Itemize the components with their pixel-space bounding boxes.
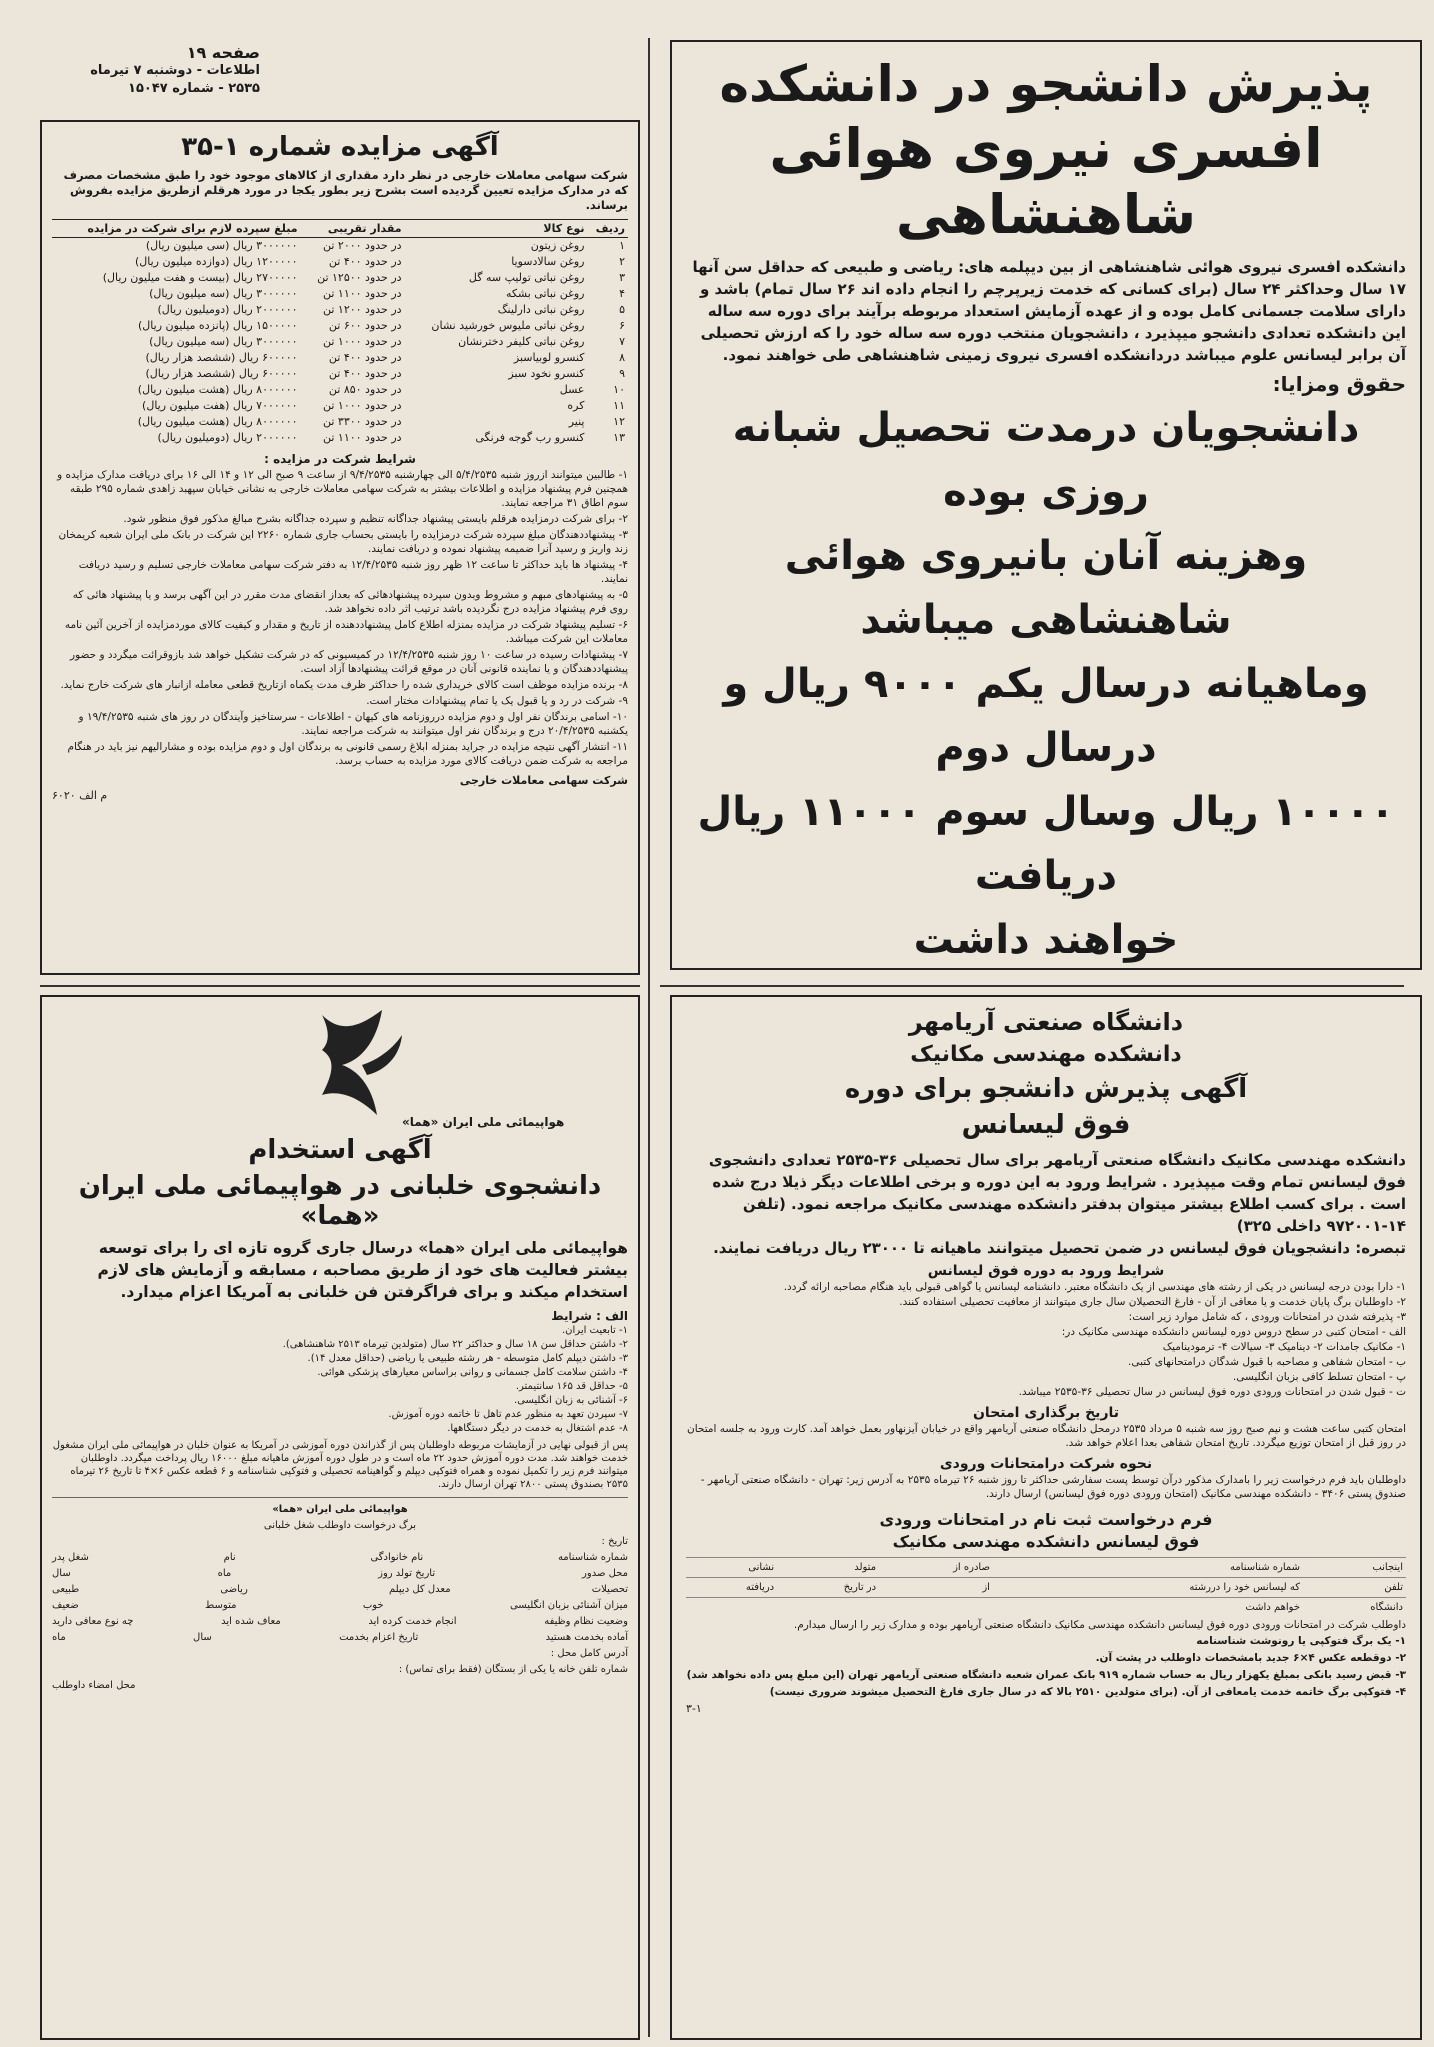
homa-form-title: هواپیمائی ملی ایران «هما»: [272, 1504, 408, 1515]
form-field-label: میزان آشنائی بزبان انگلیسی: [509, 1600, 628, 1611]
benefits-title: حقوق ومزایا:: [1272, 372, 1406, 396]
form-field-label: سال: [52, 1568, 71, 1579]
auction-signature: شرکت سهامی معاملات خارجی: [459, 774, 628, 787]
form-field-label: اینجانب: [1303, 1558, 1406, 1578]
airforce-ad: [670, 40, 1422, 970]
aryamehr-request: داوطلب شرکت در امتحانات ورودی دوره فوق لیسانس دانشکده مهندسی مکانیک دانشگاه صنعتی آریامهر بوده و مدارک زیر را ارسال میدارم.: [793, 1619, 1406, 1631]
table-cell: در حدود ۱۲۰۰ تن: [322, 303, 402, 316]
table-cell: ۳۰۰۰۰۰۰ ریال (سه میلیون ریال): [149, 287, 298, 300]
list-item: الف - امتحان کتبی در سطح دروس دوره لیسانس دانشکده مهندسی مکانیک در:: [1061, 1326, 1406, 1338]
list-item: ۳- داشتن دیپلم کامل متوسطه - هر رشته طبیعی یا ریاضی (حداقل معدل ۱۴).: [307, 1353, 628, 1364]
table-cell: در حدود ۱۱۰۰ تن: [322, 431, 402, 444]
form-field-label: معدل کل دیپلم: [388, 1584, 451, 1595]
form-row: [686, 1598, 1406, 1618]
homa-form-date: تاریخ :: [601, 1536, 628, 1547]
table-cell: ۱۲۰۰۰۰۰ ریال (دوازده میلیون ریال): [134, 255, 298, 268]
big-line-5: خواهند داشت: [913, 917, 1179, 963]
table-cell: کنسرو نخود سبز: [508, 367, 585, 380]
conditions-title: شرایط شرکت در مزایده :: [264, 452, 416, 466]
form-field-label: نام خانوادگی: [370, 1552, 424, 1563]
table-cell: ۷۰۰۰۰۰۰ ریال (هفت میلیون ریال): [142, 399, 298, 412]
homa-conditions: [52, 1324, 628, 1435]
form-row: [52, 1630, 628, 1646]
airforce-title-2: افسری نیروی هوائی شاهنشاهی: [769, 117, 1323, 246]
homa-ad-title: آگهی استخدام: [248, 1135, 432, 1165]
aryamehr-title: آگهی پذیرش دانشجو برای دوره: [844, 1074, 1248, 1104]
homa-headline: دانشجوی خلبانی در هواپیمائی ملی ایران «هما»: [78, 1171, 602, 1231]
table-cell: ۸۰۰۰۰۰۰ ریال (هشت میلیون ریال): [137, 383, 298, 396]
form-row: [52, 1614, 628, 1630]
form-field-label: نشانی: [686, 1558, 777, 1578]
table-cell: روغن زیتون: [530, 239, 585, 252]
form-field-label: نام: [223, 1552, 236, 1563]
table-cell: ۲: [619, 255, 625, 268]
table-cell: در حدود ۶۰۰ تن: [328, 319, 402, 332]
form-field-label: شماره شناسنامه: [557, 1552, 628, 1563]
conditions-list: [52, 468, 628, 768]
big-line-1: دانشجویان درمدت تحصیل شبانه روزی بوده: [732, 405, 1360, 515]
airforce-title-1: پذیرش دانشجو در دانشکده: [719, 55, 1373, 113]
homa-section-a: الف : شرایط: [551, 1309, 628, 1323]
form-field-label: تلفن: [1303, 1578, 1406, 1598]
table-cell: در حدود ۲۰۰۰ تن: [322, 239, 402, 252]
table-row: [52, 430, 628, 446]
form-row: [52, 1566, 628, 1582]
condition-item: ۳- پیشنهاددهندگان مبلغ سپرده شرکت درمزایده را بایستی بحساب جاری شماره ۲۲۶۰ این شرکت در بانک ملی ایران شعبه کریمخان زند واریز و رسید آنرا ضمیمه پیشنهاد نموده و دریافت نمایند.: [58, 529, 628, 555]
table-row: [52, 238, 628, 255]
table-row: [52, 270, 628, 286]
table-cell: ۶: [619, 319, 625, 332]
row-divider-right: [660, 985, 1404, 987]
table-cell: کره: [567, 399, 585, 412]
big-line-3: وماهیانه درسال یکم ۹۰۰۰ ریال و درسال دوم: [723, 661, 1369, 771]
aryamehr-note: تبصره: دانشجویان فوق لیسانس در ضمن تحصیل میتوانند ماهیانه تا ۲۳۰۰۰ ریال دریافت نمایند.: [713, 1239, 1406, 1257]
form-field-label: آماده بخدمت هستید: [545, 1632, 628, 1643]
list-item: ۲- دوقطعه عکس ۴×۶ جدید بامشخصات داوطلب در پشت آن.: [1095, 1652, 1406, 1664]
table-cell: در حدود ۴۰۰ تن: [328, 255, 402, 268]
list-item: ۴- داشتن سلامت کامل جسمانی و روانی براساس معیارهای پزشکی هوائی.: [317, 1367, 628, 1378]
table-cell: ۸: [619, 351, 625, 364]
aryamehr-form-title-1: فرم درخواست ثبت نام در امتحانات ورودی: [879, 1510, 1213, 1529]
form-field-label: متوسط: [205, 1600, 237, 1611]
aryamehr-form-table: [686, 1557, 1406, 1617]
form-field-label: محل صدور: [582, 1568, 628, 1579]
table-cell: ۶۰۰۰۰۰ ریال (ششصد هزار ریال): [145, 367, 298, 380]
aryamehr-docs: [686, 1634, 1406, 1700]
table-cell: ۷: [619, 335, 625, 348]
table-row: [52, 334, 628, 350]
header-date: اطلاعات - دوشنبه ۷ تیرماه: [90, 63, 260, 78]
auction-code: م الف ۶۰۲۰: [52, 789, 108, 802]
table-cell: در حدود ۳۳۰۰ تن: [322, 415, 402, 428]
condition-item: ۴- پیشنهاد ها باید حداکثر تا ساعت ۱۲ ظهر روز شنبه ۱۲/۴/۲۵۳۵ به دفتر شرکت سهامی معاملات خارجی تسلیم و رسید دریافت نمایند.: [78, 559, 628, 585]
list-item: ۱- مکانیک جامدات ۲- دینامیک ۳- سیالات ۴- ترمودینامیک: [1162, 1341, 1406, 1353]
homa-address: آدرس کامل محل :: [550, 1648, 628, 1659]
table-cell: در حدود ۸۵۰ تن: [328, 383, 402, 396]
form-field-label: ماه: [52, 1632, 66, 1643]
table-cell: ۳۰۰۰۰۰۰ ریال (سی میلیون ریال): [145, 239, 298, 252]
table-cell: ۱۵۰۰۰۰۰ ریال (پانزده میلیون ریال): [138, 319, 298, 332]
table-cell: ۳۰۰۰۰۰۰ ریال (سه میلیون ریال): [149, 335, 298, 348]
form-field-label: از: [879, 1578, 993, 1598]
aryamehr-sec3: نحوه شرکت درامتحانات ورودی: [939, 1456, 1153, 1472]
form-row: [686, 1578, 1406, 1598]
form-field-label: طبیعی: [52, 1584, 80, 1595]
homa-lead: هواپیمائی ملی ایران «هما» درسال جاری گروه تازه ای را برای توسعه بیشتر فعالیت های خود از طریق مصاحبه ، مسابقه و آزمایش های لازم استخدام میکند و برای فراگرفتن فن خلبانی به آمریکا اعزام میدارد.: [97, 1239, 628, 1301]
homa-phone: شماره تلفن خانه یا یکی از بستگان (فقط برای تماس) :: [398, 1664, 628, 1675]
column-divider: [648, 38, 650, 2037]
goods-header-row: [52, 220, 628, 238]
table-cell: روغن نباتی دارلینگ: [497, 303, 585, 316]
condition-item: ۱۱- انتشار آگهی نتیجه مزایده در جراید بمنزله ابلاغ رسمی قانونی به برندگان اول و دوم مزایده بوده و مشارالیهم نیز باید در هنگام مراجعه به شرکت ضمن دریافت کالای مورد مزایده به حساب برسد.: [67, 741, 628, 767]
form-field-label: دریافته: [686, 1578, 777, 1598]
table-cell: ۱: [619, 239, 625, 252]
list-item: ۸- عدم اشتغال به خدمت در دیگر دستگاهها.: [447, 1423, 628, 1434]
form-field-label: تحصیلات: [591, 1584, 628, 1595]
table-row: [52, 302, 628, 318]
list-item: ۷- سپردن تعهد به منظور عدم تاهل تا خاتمه دوره آموزش.: [388, 1409, 628, 1420]
table-cell: کنسرو رب گوجه فرنگی: [475, 431, 585, 444]
condition-item: ۱- طالبین میتوانند ازروز شنبه ۵/۴/۲۵۳۵ الی چهارشنبه ۹/۴/۲۵۳۵ از ساعت ۹ صبح الی ۱۲ و ۱۴ الی ۱۶ برای دریافت مدارک مزایده و همچنین فرم پیشنهاد مزایده و اطلاعات بیشتر به شرکت سهامی معاملات خارجی به نشانی خیابان سپهبد زاهدی شماره ۲۹۵ طبقه سوم اطاق ۳۱ مراجعه نمایند.: [57, 469, 628, 509]
col-deposit: مبلغ سپرده لازم برای شرکت در مزایده: [52, 220, 301, 238]
page-number: صفحه ۱۹: [186, 43, 260, 62]
form-row: [52, 1582, 628, 1598]
table-cell: ۱۱: [613, 399, 625, 412]
table-row: [52, 318, 628, 334]
table-cell: ۱۰: [613, 383, 625, 396]
table-cell: در حدود ۴۰۰ تن: [328, 367, 402, 380]
table-cell: کنسرو لوبیاسبز: [513, 351, 585, 364]
list-item: ب - امتحان شفاهی و مصاحبه با قبول شدگان درامتحانهای کتبی.: [1128, 1356, 1406, 1368]
aryamehr-title-2: فوق لیسانس: [961, 1110, 1131, 1140]
list-item: ۵- حداقل قد ۱۶۵ سانتیمتر.: [515, 1381, 628, 1392]
table-cell: ۹: [619, 367, 625, 380]
row-divider-left: [40, 985, 640, 987]
form-field-label: وضعیت نظام وظیفه: [544, 1616, 628, 1627]
aryamehr-form-title: [686, 1509, 1406, 1553]
table-row: [52, 398, 628, 414]
table-cell: ۳: [619, 271, 625, 284]
table-cell: در حدود ۱۲۵۰۰ تن: [317, 271, 402, 284]
form-field-label: ماه: [217, 1568, 232, 1579]
condition-item: ۲- برای شرکت درمزایده هرقلم بایستی پیشنهاد جداگانه تنظیم و سپرده جداگانه بشرح مبالغ مذکور فوق منظور شود.: [123, 513, 628, 525]
form-field-label: تاریخ تولد روز: [378, 1568, 436, 1579]
list-item: ۳- پذیرفته شدن در امتحانات ورودی ، که شامل موارد زیر است:: [1128, 1311, 1406, 1323]
aryamehr-text3: داوطلبان باید فرم درخواست زیر را بامدارک مذکور درآن توسط پست سفارشی حداکثر تا روز شنبه ۲۶ تیرماه ۲۵۳۵ به آدرس زیر: تهران - دانشگاه صنعتی آریامهر - صندوق پستی ۳۴۰۶ - دانشکده مهندسی مکانیک (امتحان ورودی دوره فوق لیسانس) ارسال دارند.: [700, 1474, 1406, 1500]
aryamehr-faculty: دانشکده مهندسی مکانیک: [910, 1042, 1182, 1067]
form-row: [686, 1558, 1406, 1578]
form-field-label: خواهم داشت: [993, 1598, 1303, 1618]
form-field-label: چه نوع معافی دارید: [52, 1616, 134, 1627]
aryamehr-ad: [670, 995, 1422, 2040]
list-item: ۲- داشتن حداقل سن ۱۸ سال و حداکثر ۲۲ سال (متولدین تیرماه ۲۵۱۳ شاهنشاهی).: [282, 1339, 628, 1350]
table-cell: ۴: [619, 287, 625, 300]
table-cell: روغن نباتی بشکه: [505, 287, 585, 300]
table-row: [52, 414, 628, 430]
aryamehr-sec2: تاریخ برگذاری امتحان: [972, 1405, 1120, 1421]
form-row: [52, 1550, 628, 1566]
condition-item: ۷- پیشنهادات رسیده در ساعت ۱۰ روز شنبه ۱۲/۴/۲۵۳۵ در کمیسیونی که در شرکت تشکیل خواهد شد بازوقرائت میگردد و حضور پیشنهاددهندگان و یا نماینده قانونی آنان در موقع قرائت پیشنهادها آزاد است.: [70, 649, 628, 675]
form-field-label: که لیسانس خود را دررشته: [993, 1578, 1303, 1598]
form-field-label: خوب: [362, 1600, 384, 1611]
goods-table: [52, 219, 628, 446]
aryamehr-text2: امتحان کتبی ساعت هشت و نیم صبح روز سه شنبه ۵ مرداد ۲۵۳۵ درمحل دانشگاه صنعتی آریامهر واقع در خیابان آیزنهاور بعمل خواهد آمد. کارت ورود به جلسه امتحان در روز قبل از امتحان توزیع میگردد. تاریخ امتحان شفاهی بعدا اعلام خواهد شد.: [687, 1423, 1406, 1449]
aryamehr-conditions: [686, 1280, 1406, 1399]
aryamehr-sec1: شرایط ورود به دوره فوق لیسانس: [927, 1263, 1165, 1279]
table-cell: روغن نباتی ملیوس خورشید نشان: [431, 319, 585, 332]
form-field-label: [777, 1598, 879, 1618]
table-cell: روغن سالادسویا: [511, 255, 585, 268]
table-cell: ۲۷۰۰۰۰۰ ریال (بیست و هفت میلیون ریال): [102, 271, 298, 284]
homa-ad: [40, 995, 640, 2040]
form-field-label: معاف شده اید: [221, 1616, 281, 1627]
list-item: ۳- قبض رسید بانکی بمبلغ یکهزار ریال به حساب شماره ۹۱۹ بانک عمران شعبه دانشگاه صنعتی آریامهر تهران (این مبلغ پس داده نخواهد شد): [686, 1669, 1406, 1681]
homa-para: پس از قبولی نهایی در آزمایشات مربوطه داوطلبان پس از گذراندن دوره آموزشی در آمریکا به عنوان خلبان در هواپیمائی ملی ایران مشغول خدمت خواهند شد. مدت دوره آموزش حدود ۲۲ ماه است و در طول دوره آموزش ماهیانه مبلغ ۱۶۰۰۰ ریال پرداخت میگردد. داوطلبان میتوانند فرم زیر را تکمیل نموده و همراه فتوکپی دیپلم و گواهینامه تحصیلی و فتوکپی شناسنامه و ۶ قطعه عکس ۶×۴ تا تاریخ ۲۶ تیرماه ۲۵۳۵ بصندوق پستی ۲۸۰۰ تهران ارسال دارند.: [52, 1440, 628, 1490]
condition-item: ۶- تسلیم پیشنهاد شرکت در مزایده بمنزله اطلاع کامل پیشنهاددهنده از تاریخ و مقدار و کیفیت کالای موردمزایده از آخرین آئین نامه معاملات این شرکت میباشد.: [64, 619, 628, 645]
table-cell: ۲۰۰۰۰۰۰ ریال (دومیلیون ریال): [157, 431, 298, 444]
table-row: [52, 286, 628, 302]
table-row: [52, 382, 628, 398]
form-field-label: ریاضی: [220, 1584, 248, 1595]
list-item: ت - قبول شدن در امتحانات ورودی دوره فوق لیسانس در سال تحصیلی ۳۶-۲۵۳۵ میباشد.: [1018, 1386, 1406, 1398]
list-item: پ - امتحان تسلط کافی بزبان انگلیسی.: [1232, 1371, 1406, 1383]
form-row: [52, 1598, 628, 1614]
auction-intro: شرکت سهامی معاملات خارجی در نظر دارد مقداری از کالاهای موجود خود را طبق مشخصات مصرف که در مدارک مزایده تعیین گردیده است بشرح زیر بطور یکجا در مورد هرقلم ازطریق مزایده بفروش برساند.: [63, 168, 628, 212]
col-qty: مقدار تقریبی: [301, 220, 405, 238]
list-item: ۱- تابعیت ایران.: [562, 1325, 628, 1336]
table-cell: ۲۰۰۰۰۰۰ ریال (دومیلیون ریال): [157, 303, 298, 316]
table-cell: در حدود ۴۰۰ تن: [328, 351, 402, 364]
aryamehr-form-title-2: فوق لیسانس دانشکده مهندسی مکانیک: [892, 1532, 1200, 1551]
form-field-label: سال: [193, 1632, 212, 1643]
form-field-label: دانشگاه: [1303, 1598, 1406, 1618]
table-row: [52, 366, 628, 382]
list-item: ۱- دارا بودن درجه لیسانس در یکی از رشته های مهندسی از یک دانشگاه معتبر. دانشنامه لیسانس یا گواهی قبولی باید هنگام مصاحبه ارائه گردد.: [783, 1281, 1406, 1293]
table-cell: ۵: [619, 303, 625, 316]
aryamehr-university: دانشگاه صنعتی آریامهر: [908, 1008, 1184, 1036]
table-cell: در حدود ۱۰۰۰ تن: [322, 399, 402, 412]
page-header: [60, 44, 260, 98]
list-item: ۶- آشنائی به زبان انگلیسی.: [513, 1395, 628, 1406]
table-cell: ۸۰۰۰۰۰۰ ریال (هشت میلیون ریال): [137, 415, 298, 428]
aryamehr-intro: دانشکده مهندسی مکانیک دانشگاه صنعتی آریامهر برای سال تحصیلی ۳۶-۲۵۳۵ تعدادی دانشجوی فوق لیسانس تمام وقت میپذیرد . شرایط ورود به این دوره و برخی اطلاعات دیگر ذیلا درج شده است . برای کسب اطلاع بیشتر میتوان بدفتر دانشکده مهندسی مکانیک مراجعه نمود. (تلفن ۱۴-۹۷۲۰۰۱ داخلی ۳۲۵): [708, 1151, 1406, 1235]
form-field-label: تاریخ اعزام بخدمت: [339, 1632, 419, 1643]
table-cell: ۱۲: [613, 415, 625, 428]
auction-title: آگهی مزایده شماره ۱-۳۵: [181, 132, 499, 162]
header-issue: ۲۵۳۵ - شماره ۱۵۰۴۷: [128, 81, 260, 96]
condition-item: ۱۰- اسامی برندگان نفر اول و دوم مزایده درروزنامه های کیهان - اطلاعات - سرستاخیز وآیندگان در روز های شنبه ۱۹/۴/۲۵۳۵ و یکشنبه ۲۰/۴/۲۵۳۵ درج و برندگان نفر اول میتوانند به شرکت مراجعه نمایند.: [78, 711, 628, 737]
aryamehr-ref: ۳-۱: [686, 1702, 702, 1715]
goods-body: [52, 238, 628, 447]
table-cell: روغن نباتی تولیپ سه گل: [468, 271, 585, 284]
homa-logo-area: [52, 1005, 628, 1135]
form-field-label: شماره شناسنامه: [993, 1558, 1303, 1578]
col-item: نوع کالا: [405, 220, 588, 238]
table-cell: در حدود ۱۰۰۰ تن: [322, 335, 402, 348]
airforce-intro: دانشکده افسری نیروی هوائی شاهنشاهی از بین دیپلمه های: ریاضی و طبیعی که حداقل سن آنها ۱۷ سال وحداکثر ۲۴ سال (برای کسانی که خدمت زیرپرچم را انجام داده اند ۲۶ سال تمام) باشد و دارای سلامت جسمانی کامل بوده و از عهده آزمایش استعداد مربوطه برآیند برای دوره سه ساله این دانشکده تعدادی دانشجو میپذیرد ، دانشجویان منتخب دوره سه ساله خود را که ارزش تحصیلی آن برابر لیسانس علوم میباشد دردانشکده افسری نیروی زمینی شاهنشاهی طی خواهند نمود.: [692, 258, 1406, 364]
homa-sign: محل امضاء داوطلب: [52, 1680, 136, 1691]
big-line-4: ۱۰۰۰۰ ریال وسال سوم ۱۱۰۰۰ ریال دریافت: [697, 789, 1395, 899]
table-cell: روغن نباتی کلیفر دخترنشان: [458, 335, 585, 348]
big-line-2: وهزینه آنان بانیروی هوائی شاهنشاهی میباشد: [784, 533, 1308, 643]
table-cell: در حدود ۱۱۰۰ تن: [322, 287, 402, 300]
form-field-label: [686, 1598, 777, 1618]
table-cell: عسل: [559, 383, 585, 396]
list-item: ۲- داوطلبان برگ پایان خدمت و یا معافی از آن - فارغ التحصیلان سال جاری میتوانند از معافیت تحصیلی استفاده کنند.: [899, 1296, 1406, 1308]
form-field-label: متولد: [777, 1558, 879, 1578]
table-row: [52, 350, 628, 366]
table-cell: ۶۰۰۰۰۰ ریال (ششصد هزار ریال): [145, 351, 298, 364]
homa-form: [52, 1497, 628, 1694]
table-cell: پنیر: [568, 415, 585, 428]
homa-form-sub: برگ درخواست داوطلب شغل خلبانی: [263, 1520, 417, 1531]
condition-item: ۸- برنده مزایده موظف است کالای خریداری شده را حداکثر ظرف مدت یکماه ازتاریخ قطعی معامله ازانبار های شرکت خارج نماید.: [60, 679, 628, 691]
table-cell: ۱۳: [613, 431, 625, 444]
col-index: ردیف: [588, 220, 629, 238]
form-field-label: صادره از: [879, 1558, 993, 1578]
table-row: [52, 254, 628, 270]
homa-brand: هواپیمائی ملی ایران «هما»: [402, 1115, 565, 1129]
list-item: ۴- فتوکپی برگ خاتمه خدمت یامعافی از آن. (برای متولدین ۲۵۱۰ بالا که در سال جاری فارغ التحصیل میشوند ضروری نیست): [769, 1686, 1406, 1698]
form-field-label: ضعیف: [52, 1600, 79, 1611]
condition-item: ۹- شرکت در رد و یا قبول یک یا تمام پیشنهادات مختار است.: [366, 695, 628, 707]
list-item: ۱- یک برگ فتوکپی یا رونوشت شناسنامه: [1196, 1635, 1406, 1647]
auction-ad: [40, 120, 640, 975]
form-field-label: [879, 1598, 993, 1618]
form-field-label: در تاریخ: [777, 1578, 879, 1598]
form-field-label: شغل پدر: [52, 1552, 89, 1563]
condition-item: ۵- به پیشنهادهای مبهم و مشروط وبدون سپرده پیشنهادهائی که بعداز انقضای مدت مقرر در این آگهی برسد و یا پیشنهاد هائی که روی فرم پیشنهاد مزایده درج نگردیده باشد ترتیب اثر داده نخواهد شد.: [72, 589, 628, 615]
homa-form-rows: [52, 1550, 628, 1646]
form-field-label: انجام خدمت کرده اید: [368, 1616, 457, 1627]
homa-bird-logo-icon: [302, 1005, 412, 1125]
